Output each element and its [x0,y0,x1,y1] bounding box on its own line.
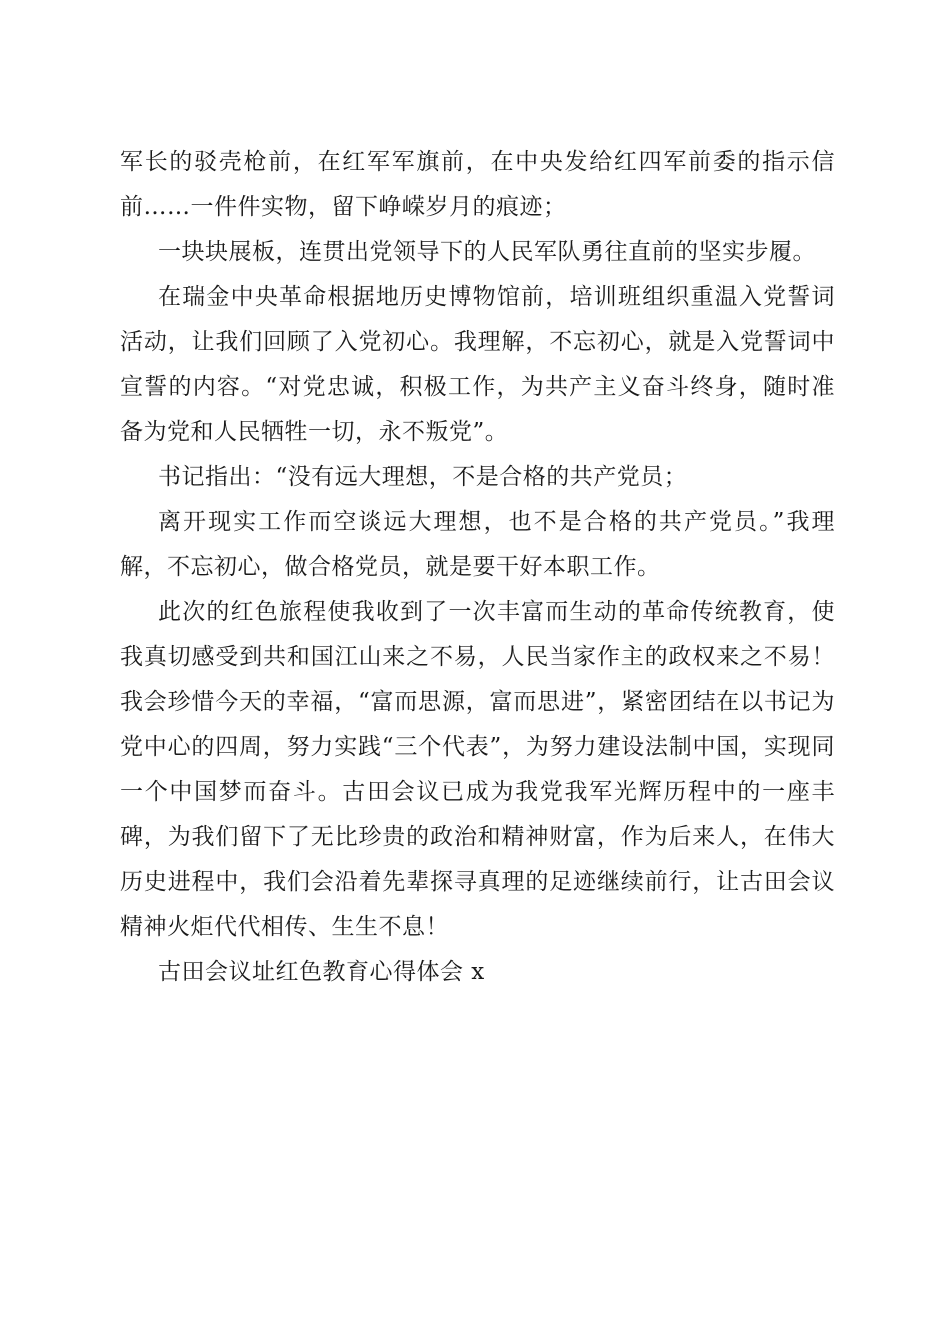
paragraph-continued: 军长的驳壳枪前，在红军军旗前，在中央发给红四军前委的指示信前……一件件实物，留下峥嵘岁月的痕迹； [120,149,835,220]
paragraph: 书记指出：“没有远大理想，不是合格的共产党员； [158,464,688,490]
paragraph: 在瑞金中央革命根据地历史博物馆前，培训班组织重温入党誓词活动，让我们回顾了入党初心。我理解，不忘初心，就是入党誓词中宣誓的内容。“对党忠诚，积极工作，为共产主义奋斗终身，随时准备为党和人民牺牲一切，永不叛党”。 [120,284,835,445]
paragraph: 离开现实工作而空谈远大理想，也不是合格的共产党员。”我理解，不忘初心，做合格党员，就是要干好本职工作。 [120,509,835,580]
paragraph: 一块块展板，连贯出党领导下的人民军队勇往直前的坚实步履。 [158,239,816,265]
document-body [120,140,835,995]
paragraph: 此次的红色旅程使我收到了一次丰富而生动的革命传统教育，使我真切感受到共和国江山来之不易，人民当家作主的政权来之不易！我会珍惜今天的幸福，“富而思源，富而思进”，紧密团结在以书记为党中心的四周，努力实践“三个代表”，为努力建设法制中国，实现同一个中国梦而奋斗。古田会议已成为我党我军光辉历程中的一座丰碑，为我们留下了无比珍贵的政治和精神财富，作为后来人，在伟大历史进程中，我们会沿着先辈探寻真理的足迹继续前行，让古田会议精神火炬代代相传、生生不息！ [120,599,835,940]
document-title-footer: 古田会议址红色教育心得体会 x [158,959,485,985]
